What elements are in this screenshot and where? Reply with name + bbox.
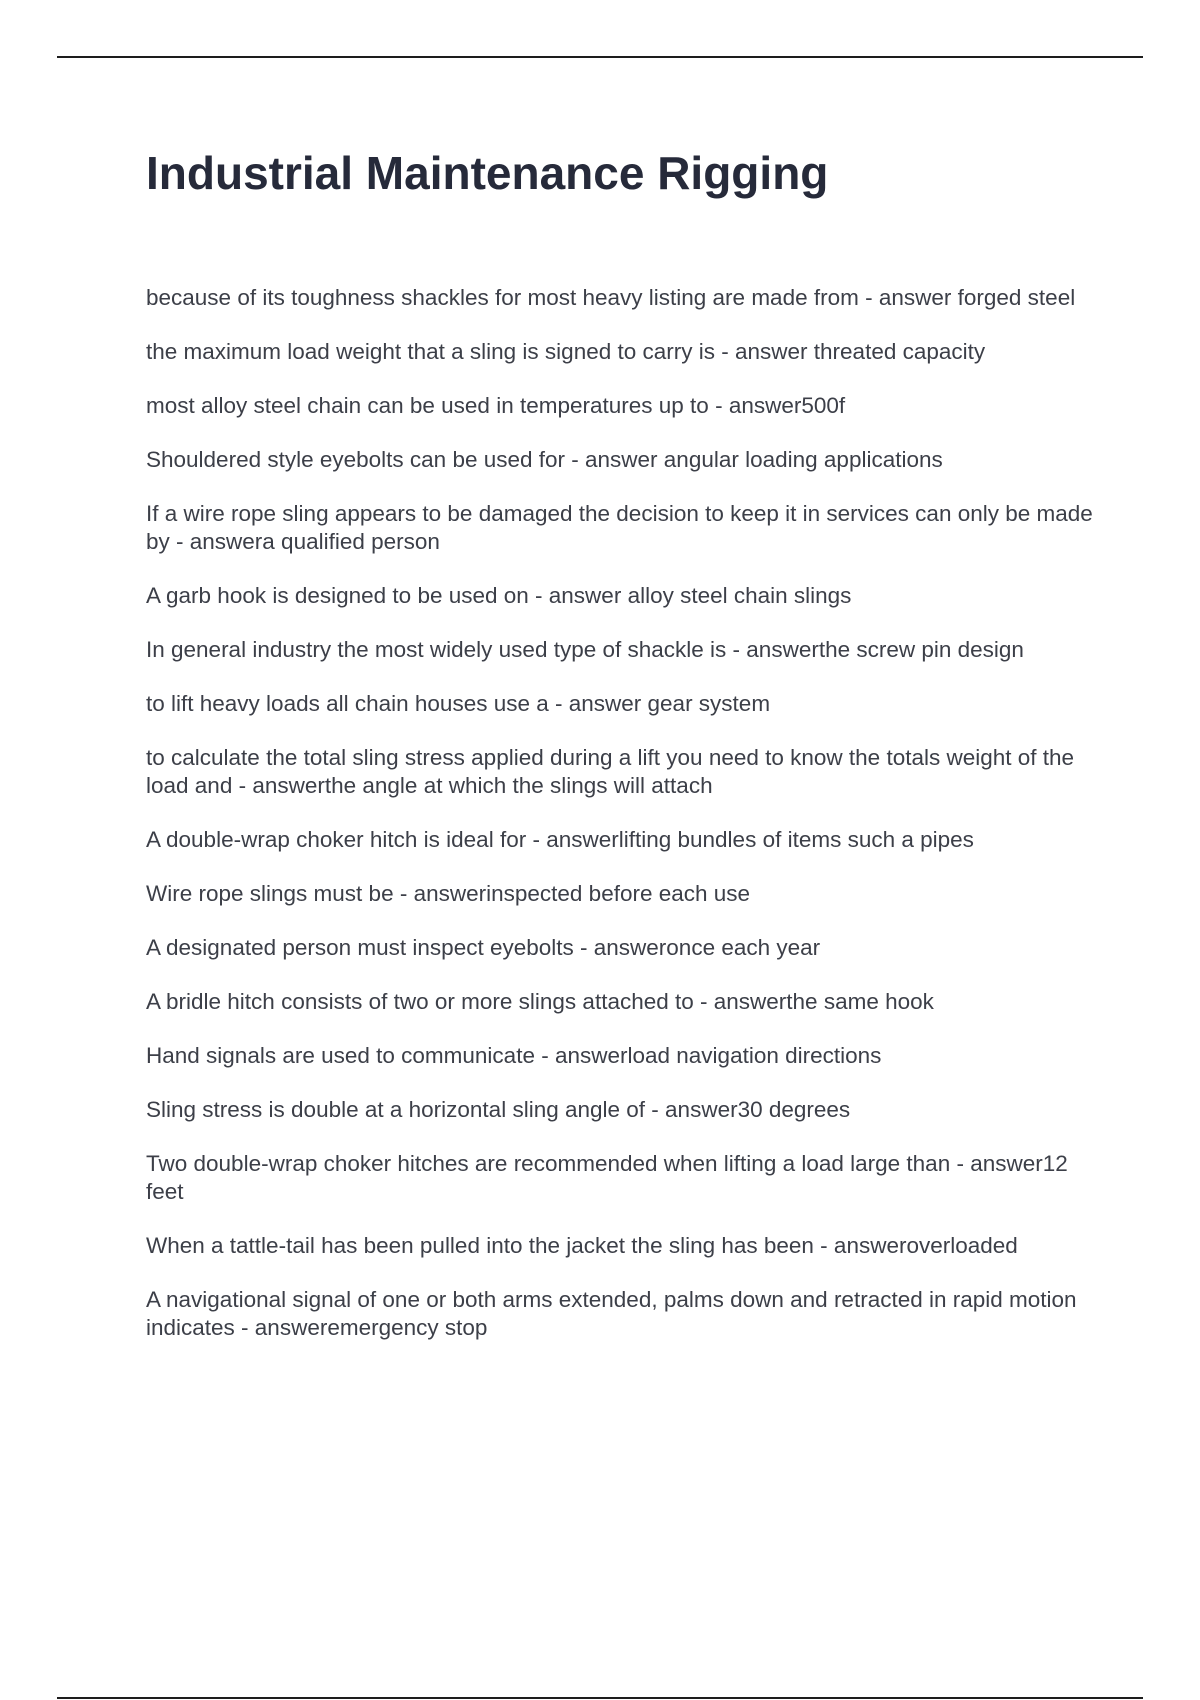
qa-item: When a tattle-tail has been pulled into the jacket the sling has been - answeroverloaded	[146, 1233, 1018, 1258]
qa-item: because of its toughness shackles for most heavy listing are made from - answer forged steel	[146, 285, 1076, 310]
qa-item: If a wire rope sling appears to be damaged the decision to keep it in services can only be made by - answera qualified person	[146, 501, 1093, 554]
qa-list	[146, 284, 1096, 1368]
qa-item: to calculate the total sling stress applied during a lift you need to know the totals weight of the load and - answerthe angle at which the slings will attach	[146, 745, 1075, 798]
qa-item: A bridle hitch consists of two or more slings attached to - answerthe same hook	[146, 989, 934, 1014]
qa-item: Shouldered style eyebolts can be used for - answer angular loading applications	[146, 447, 943, 472]
qa-item: Sling stress is double at a horizontal sling angle of - answer30 degrees	[146, 1097, 851, 1122]
qa-item: to lift heavy loads all chain houses use a - answer gear system	[146, 691, 771, 716]
qa-item: the maximum load weight that a sling is signed to carry is - answer threated capacity	[146, 339, 986, 364]
qa-item: A navigational signal of one or both arms extended, palms down and retracted in rapid motion indicates - answeremergency stop	[146, 1287, 1077, 1340]
page-title: Industrial Maintenance Rigging	[146, 147, 829, 199]
qa-item: In general industry the most widely used type of shackle is - answerthe screw pin design	[146, 637, 1024, 662]
top-rule	[57, 56, 1143, 58]
qa-item: A double-wrap choker hitch is ideal for - answerlifting bundles of items such a pipes	[146, 827, 974, 852]
qa-item: Hand signals are used to communicate - answerload navigation directions	[146, 1043, 882, 1068]
qa-item: A designated person must inspect eyebolts - answeronce each year	[146, 935, 821, 960]
qa-item: Wire rope slings must be - answerinspected before each use	[146, 881, 751, 906]
qa-item: A garb hook is designed to be used on - answer alloy steel chain slings	[146, 583, 852, 608]
bottom-rule	[57, 1697, 1143, 1699]
qa-item: Two double-wrap choker hitches are recommended when lifting a load large than - answer12 feet	[146, 1151, 1068, 1204]
qa-item: most alloy steel chain can be used in temperatures up to - answer500f	[146, 393, 846, 418]
